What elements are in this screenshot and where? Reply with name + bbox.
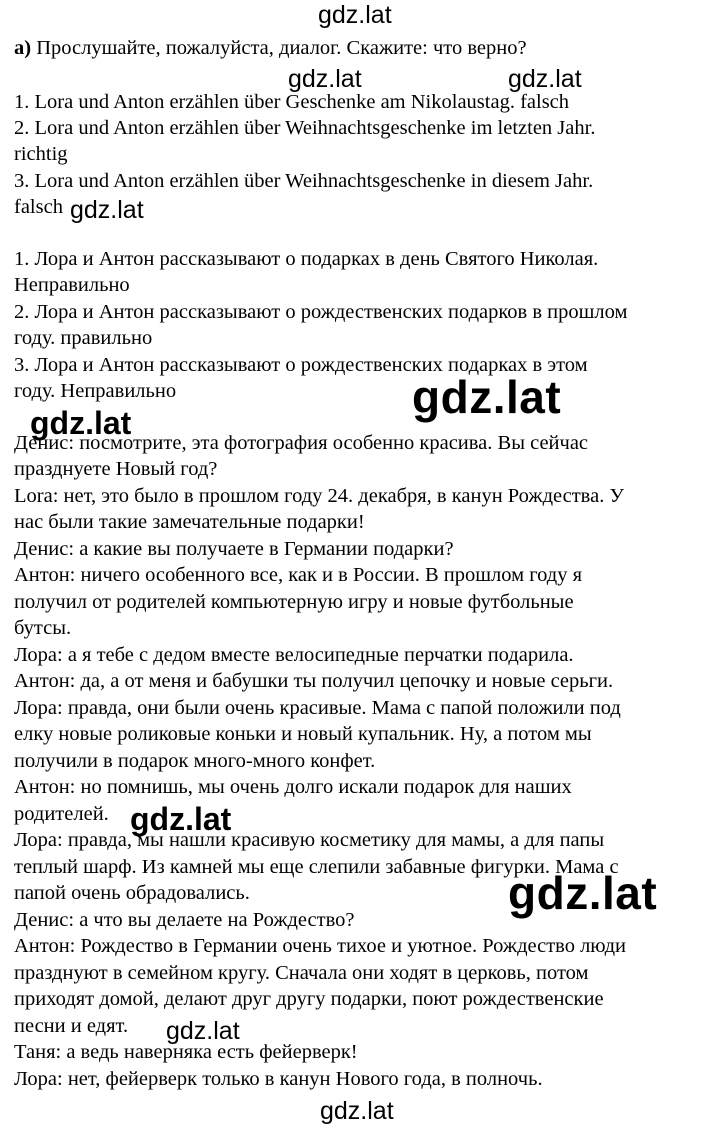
task-heading (14, 35, 527, 61)
dialog-line: празднуют в семейном кругу. Сначала они ходят в церковь, потом (14, 962, 589, 984)
dialog-line: Лора: правда, они были очень красивые. Мама с папой положили под (14, 697, 621, 719)
german-line: 2. Lora und Anton erzählen über Weihnachtsgeschenke im letzten Jahr. (14, 117, 596, 139)
dialog-line: бутсы. (14, 617, 72, 639)
dialog-line: родителей. (14, 803, 109, 825)
russian-line: 2. Лора и Антон рассказывают о рождественских подарков в прошлом (14, 301, 628, 323)
russian-line: году. правильно (14, 327, 153, 349)
german-line: 1. Lora und Anton erzählen über Geschenke am Nikolaustag. falsch (14, 91, 570, 113)
german-line: 3. Lora und Anton erzählen über Weihnachtsgeschenke in diesem Jahr. (14, 170, 594, 192)
dialog-line: Таня: а ведь наверняка есть фейерверк! (14, 1041, 358, 1063)
dialog-line: Антон: но помнишь, мы очень долго искали подарок для наших (14, 776, 572, 798)
dialog-line: Денис: а какие вы получаете в Германии подарки? (14, 538, 454, 560)
dialog-line: песни и едят. (14, 1015, 129, 1037)
dialog-line: Антон: ничего особенного все, как и в России. В прошлом году я (14, 564, 583, 586)
dialog-line: Денис: а что вы делаете на Рождество? (14, 909, 355, 931)
watermark: gdz.lat (318, 1, 392, 29)
watermark: gdz.lat (130, 801, 232, 837)
russian-line: 3. Лора и Антон рассказывают о рождественских подарках в этом (14, 354, 588, 376)
dialog-line: Lora: нет, это было в прошлом году 24. декабря, в канун Рождества. У (14, 485, 624, 507)
dialog-line: папой очень обрадовались. (14, 882, 250, 904)
dialog-line: Денис: посмотрите, эта фотография особенно красива. Вы сейчас (14, 432, 589, 454)
watermark: gdz.lat (166, 1017, 240, 1045)
dialog-line: Лора: нет, фейерверк только в канун Нового года, в полночь. (14, 1068, 543, 1090)
german-line: richtig (14, 143, 68, 165)
russian-line: 1. Лора и Антон рассказывают о подарках в день Святого Николая. (14, 248, 599, 270)
dialog-line: Лора: правда, мы нашли красивую косметику для мамы, а для папы (14, 829, 605, 851)
dialog-line: получили в подарок много-много конфет. (14, 750, 376, 772)
russian-line: Неправильно (14, 274, 130, 296)
dialog-line: нас были такие замечательные подарки! (14, 511, 365, 533)
dialog-line: приходят домой, делают друг другу подарки, поют рождественские (14, 988, 604, 1010)
watermark: gdz.lat (508, 65, 582, 93)
dialog-line: теплый шарф. Из камней мы еще слепили забавные фигурки. Мама с (14, 856, 619, 878)
watermark: gdz.lat (288, 65, 362, 93)
watermark: gdz.lat (70, 196, 144, 224)
german-line: falsch (14, 196, 63, 218)
dialog-line: получил от родителей компьютерную игру и новые футбольные (14, 591, 574, 613)
dialog-line: празднуете Новый год? (14, 458, 218, 480)
watermark: gdz.lat (30, 405, 132, 441)
task-label: а) (14, 37, 32, 59)
russian-line: году. Неправильно (14, 380, 177, 402)
dialog-line: Антон: да, а от меня и бабушки ты получил цепочку и новые серьги. (14, 670, 614, 692)
dialog-line: Лора: а я тебе с дедом вместе велосипедные перчатки подарила. (14, 644, 574, 666)
watermark: gdz.lat (412, 371, 562, 423)
watermark: gdz.lat (508, 867, 658, 919)
watermark: gdz.lat (320, 1097, 394, 1125)
task-instruction: Прослушайте, пожалуйста, диалог. Скажите: что верно? (36, 37, 527, 59)
dialog-line: елку новые роликовые коньки и новый купальник. Ну, а потом мы (14, 723, 592, 745)
dialog-line: Антон: Рождество в Германии очень тихое и уютное. Рождество люди (14, 935, 626, 957)
